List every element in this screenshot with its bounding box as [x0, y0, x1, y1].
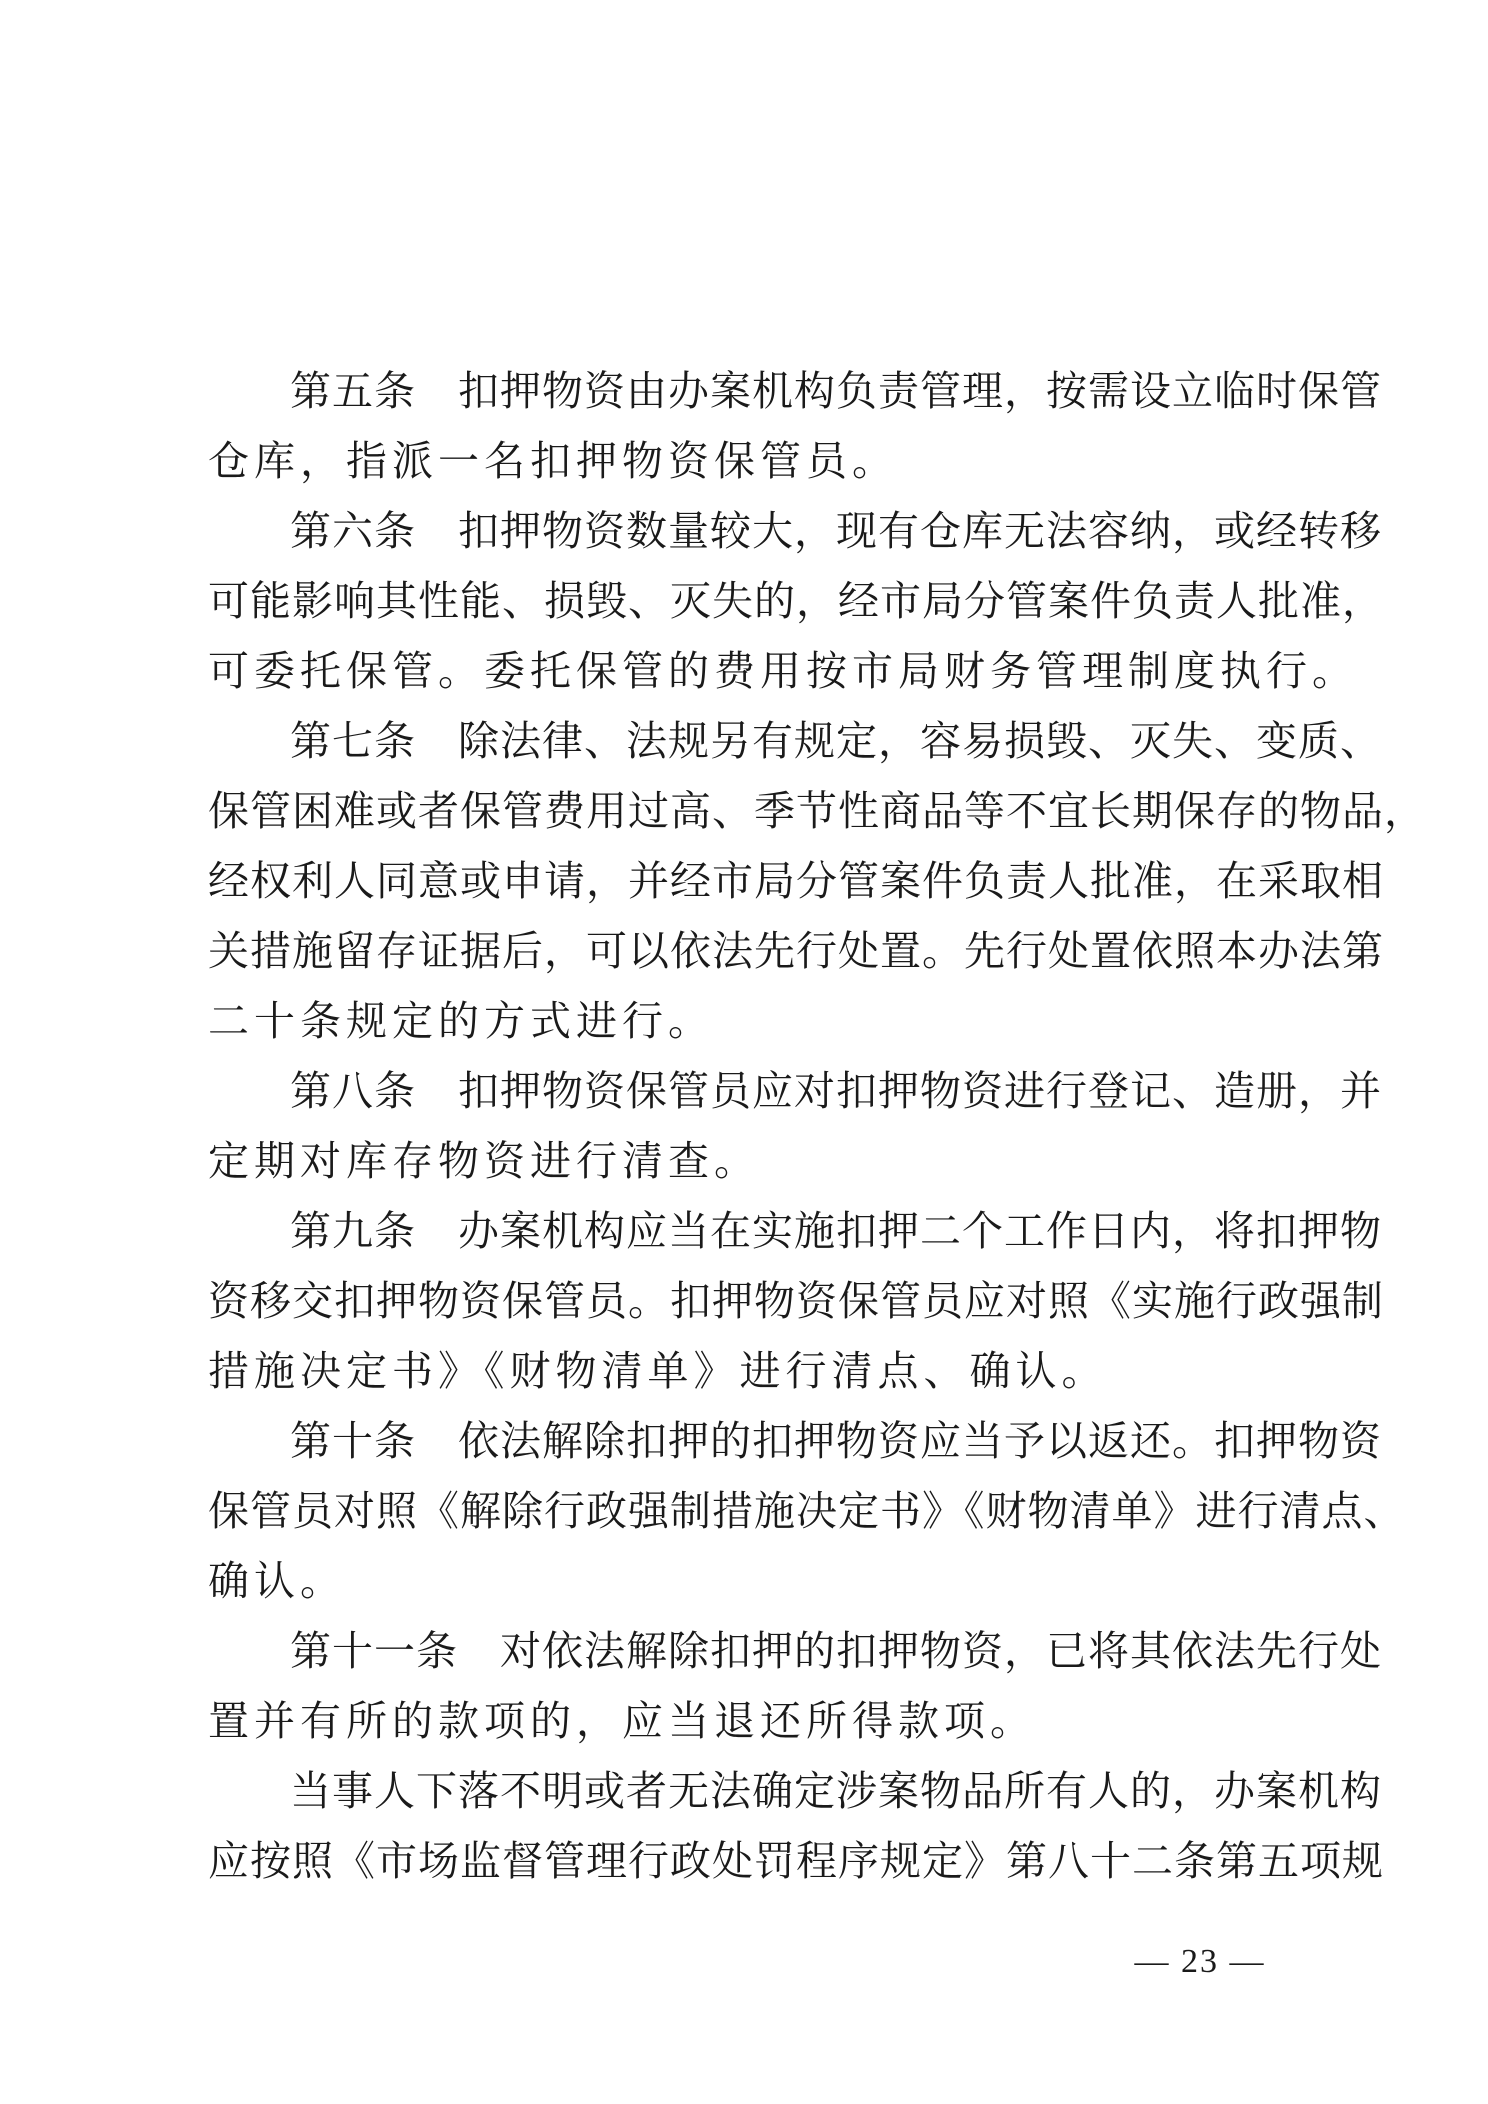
article-11-line-1: 第十一条 对依法解除扣押的扣押物资，已将其依法先行处	[290, 1627, 1382, 1675]
article-8-line-1: 第八条 扣押物资保管员应对扣押物资进行登记、造册，并	[290, 1067, 1382, 1115]
article-7-line-2: 保管困难或者保管费用过高、季节性商品等不宜长期保存的物品，	[208, 787, 1426, 835]
article-5-line-2: 仓库，指派一名扣押物资保管员。	[208, 437, 898, 485]
article-7-line-1: 第七条 除法律、法规另有规定，容易损毁、灭失、变质、	[290, 717, 1382, 765]
page-number: — 23 —	[1134, 1943, 1266, 1980]
article-10-line-3: 确认。	[208, 1557, 346, 1605]
article-10-line-1: 第十条 依法解除扣押的扣押物资应当予以返还。扣押物资	[290, 1417, 1382, 1465]
article-6-line-2: 可能影响其性能、损毁、灭失的，经市局分管案件负责人批准，	[208, 577, 1384, 625]
article-5-line-1: 第五条 扣押物资由办案机构负责管理，按需设立临时保管	[290, 367, 1382, 415]
article-7-line-4: 关措施留存证据后，可以依法先行处置。先行处置依照本办法第	[208, 927, 1384, 975]
article-10-line-2: 保管员对照《解除行政强制措施决定书》《财物清单》进行清点、	[208, 1487, 1406, 1535]
article-9-line-2: 资移交扣押物资保管员。扣押物资保管员应对照《实施行政强制	[208, 1277, 1384, 1325]
article-11-para-2-line-1: 当事人下落不明或者无法确定涉案物品所有人的，办案机构	[290, 1767, 1382, 1815]
article-8-line-2: 定期对库存物资进行清查。	[208, 1137, 760, 1185]
article-9-line-1: 第九条 办案机构应当在实施扣押二个工作日内，将扣押物	[290, 1207, 1382, 1255]
article-7-line-3: 经权利人同意或申请，并经市局分管案件负责人批准，在采取相	[208, 857, 1384, 905]
article-7-line-5: 二十条规定的方式进行。	[208, 997, 714, 1045]
article-11-para-2-line-2: 应按照《市场监督管理行政处罚程序规定》第八十二条第五项规	[208, 1837, 1384, 1885]
article-9-line-3: 措施决定书》《财物清单》进行清点、确认。	[208, 1347, 1108, 1395]
article-11-line-2: 置并有所的款项的，应当退还所得款项。	[208, 1697, 1036, 1745]
article-6-line-3: 可委托保管。委托保管的费用按市局财务管理制度执行。	[208, 647, 1358, 695]
article-6-line-1: 第六条 扣押物资数量较大，现有仓库无法容纳，或经转移	[290, 507, 1382, 555]
